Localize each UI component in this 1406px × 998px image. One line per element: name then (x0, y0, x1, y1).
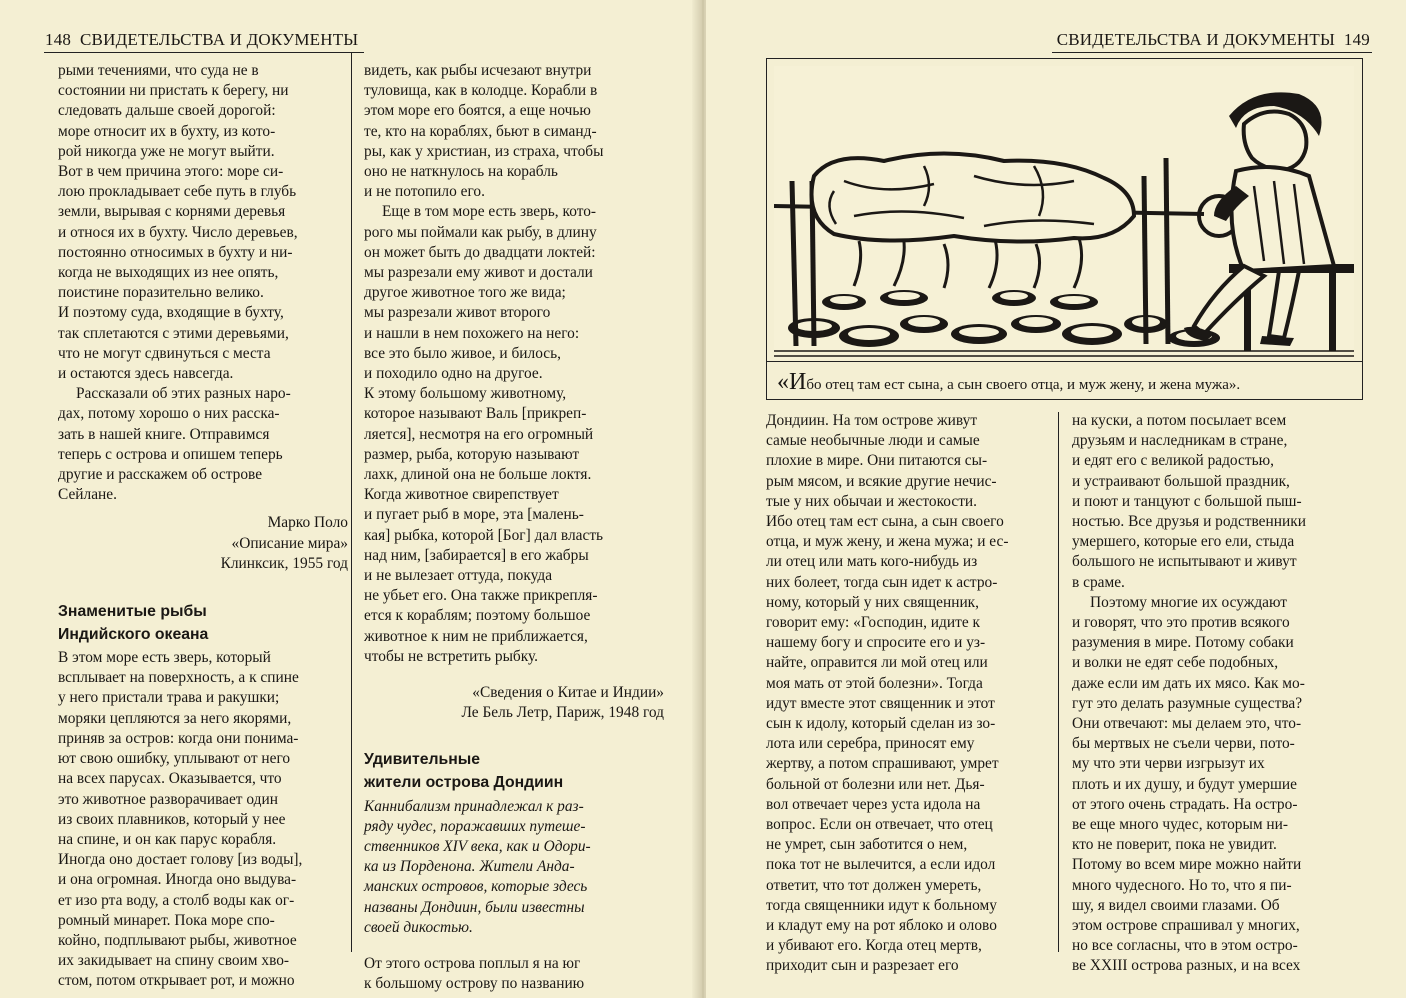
text-line: ромный минарет. Пока море спо- (58, 911, 275, 929)
caption-rule (767, 361, 1362, 362)
text-line: рыми течениями, что суда не в (58, 62, 259, 79)
header-rule-right (1052, 52, 1372, 53)
page-number-left: 148 (45, 30, 72, 49)
text-line: Еще в том море есть зверь, кото- (382, 203, 597, 221)
italic-intro (364, 797, 664, 938)
text-line: и едят его с великой радостью, (1072, 452, 1274, 470)
section-heading (364, 748, 664, 794)
text-line: не убьет его. Она также прикрепля- (364, 587, 598, 605)
text-line: следовать дальше своей дорогой: (58, 102, 276, 120)
text-line: и остаются здесь навсегда. (58, 365, 234, 383)
text-line: вол отвечает через уста идола на (766, 795, 981, 813)
text-line: и походило одно на другое. (364, 365, 543, 383)
text-line: и говорят, что это против всякого (1072, 614, 1290, 632)
text-line: лою прокладывает себе путь в глубь (58, 183, 297, 201)
text-line: их закидывает на спину своим хво- (58, 952, 290, 970)
paragraph (364, 61, 664, 202)
woodcut-illustration (774, 66, 1354, 359)
paragraph (1072, 593, 1372, 977)
text-line: которое называют Валь [прикреп- (364, 405, 587, 423)
text-line: над ним, [забирается] в его жабры (364, 546, 589, 564)
text-line: от этого очень страдать. На остро- (1072, 795, 1298, 813)
paragraph (58, 648, 348, 991)
text-line: и относя их в бухту. Число деревьев, (58, 223, 298, 241)
text-line: этом море его боятся, а еще ночью (364, 102, 591, 120)
text-line: плохие в мире. Они питаются сы- (766, 452, 988, 470)
text-line: ли отец или мать кого-нибудь из (766, 553, 978, 571)
text-line: Ибо отец там ест сына, а сын своего (766, 513, 1004, 531)
text-line: ляется], несмотря на его огромный (364, 425, 594, 443)
text-line: Индийского океана (58, 626, 209, 644)
right-page (706, 0, 1406, 998)
text-line: Вот в чем причина этого: море си- (58, 163, 284, 181)
text-line: рым мясом, и всякие другие нечис- (766, 472, 997, 490)
text-line: Удивительные (364, 750, 481, 768)
text-line: Ле Бель Летр, Париж, 1948 год (461, 704, 664, 722)
header-rule-left (44, 52, 364, 53)
text-line: идут вместе этот священник и этот (766, 694, 995, 712)
woodcut-image (774, 66, 1354, 359)
text-line: и не потопило его. (364, 183, 485, 201)
figure-caption (777, 369, 1240, 396)
text-line: дах, потому хорошо о них расска- (58, 405, 280, 423)
running-head-title-right: СВИДЕТЕЛЬСТВА И ДОКУМЕНТЫ (1056, 30, 1335, 49)
text-line: животное к ним не приближается, (364, 627, 588, 645)
left-column-1 (58, 61, 348, 992)
text-line: бы мертвых не съели черви, пото- (1072, 735, 1295, 753)
text-line: Знаменитые рыбы (58, 603, 207, 621)
text-line: на куски, а потом посылает всем (1072, 412, 1287, 429)
text-line: Марко Поло (267, 514, 348, 532)
text-line: что не могут сдвинуться с места (58, 344, 271, 362)
text-line: зать в нашей книге. Отправимся (58, 425, 270, 443)
text-line: другое животное того же вида; (364, 284, 566, 302)
text-line: но все согласны, что в этом остро- (1072, 937, 1298, 955)
text-line: этом острове спрашивал у многих, (1072, 917, 1300, 935)
text-line: туловища, как в колодце. Корабли в (364, 82, 598, 100)
text-line: ве XXIII острова разных, и на всех (1072, 957, 1301, 975)
text-line: Потому во всем мире можно найти (1072, 856, 1302, 874)
text-line: жители острова Дондиин (364, 773, 564, 791)
text-line: жертву, а потом спрашивают, умрет (766, 755, 999, 773)
text-line: всплывает на поверхность, а к спине (58, 669, 299, 687)
caption-text: бо отец там ест сына, а сын своего отца, и муж жену, и жена мужа». (806, 377, 1241, 393)
text-line: Сейлане. (58, 486, 117, 504)
text-line: Иногда оно достает голову [из воды], (58, 851, 303, 869)
text-line: размер, рыба, которую называют (364, 445, 580, 463)
illustration-frame (766, 58, 1363, 400)
text-line: манских островов, которые здесь (364, 878, 588, 896)
text-line: в сраме. (1072, 573, 1125, 591)
text-line: приняв за остров: когда они понима- (58, 729, 299, 747)
paragraph (58, 61, 348, 384)
text-line: Когда животное свирепствует (364, 486, 559, 504)
left-page (0, 0, 700, 998)
text-line: ет изо рта воду, а столб воды как ог- (58, 891, 295, 909)
text-line: приходит сын и разрезает его (766, 957, 959, 975)
text-line: ряду чудес, поражавших путеше- (364, 817, 586, 835)
text-line: и устраивают большой праздник, (1072, 472, 1290, 490)
text-line: даже если им дать их мясо. Как мо- (1072, 674, 1305, 692)
text-line: ве еще много чудес, которым ни- (1072, 816, 1289, 834)
text-line: Дондиин. На том острове живут (766, 412, 978, 429)
text-line: самые необычные люди и самые (766, 432, 980, 450)
text-line: ют свою ошибку, уплывают от него (58, 750, 291, 768)
text-line: кто не поверит, пока не увидит. (1072, 836, 1277, 854)
text-line: Клинксик, 1955 год (220, 554, 348, 572)
text-line: стом, потом открывает рот, и можно (58, 972, 295, 990)
text-line: Рассказали об этих разных наро- (76, 385, 291, 403)
text-line: и поют и танцуют с большой пыш- (1072, 492, 1302, 510)
text-line: когда не выходящих из нее опять, (58, 264, 279, 282)
paragraph (766, 411, 1056, 977)
paragraph (364, 202, 664, 667)
text-line: большого не испытывают и живут (1072, 553, 1297, 571)
text-line: пока тот не вылечится, а если идол (766, 856, 996, 874)
page-number-right: 149 (1343, 30, 1370, 49)
text-line: Они отвечают: мы делаем это, что- (1072, 715, 1302, 733)
signature-block (58, 513, 348, 574)
text-line: гут это делать разумные существа? (1072, 694, 1303, 712)
text-line: это животное разворачивает один (58, 790, 278, 808)
text-line: найте, оправится ли мой отец или (766, 654, 988, 672)
text-line: постоянно относимых в бухту и ни- (58, 243, 293, 261)
text-line: поистине поразительно велико. (58, 284, 264, 302)
text-line: вопрос. Если он отвечает, что отец (766, 816, 993, 834)
text-line: ственников XIV века, как и Одори- (364, 837, 591, 855)
text-line: много чудесного. Но то, что я пи- (1072, 876, 1292, 894)
right-column-1 (766, 411, 1056, 977)
section-heading (58, 600, 348, 646)
text-line: друзьям и наследникам в стране, (1072, 432, 1288, 450)
text-line: них болеет, тогда сын идет к астро- (766, 573, 998, 591)
text-line: и волки не едят себе подобных, (1072, 654, 1279, 672)
paragraph (58, 384, 348, 505)
text-line: плоть и их душу, и будут умершие (1072, 775, 1297, 793)
left-column-2 (364, 61, 664, 994)
text-line: не умрет, сын заботится о нем, (766, 836, 968, 854)
text-line: так сплетаются с этими деревьями, (58, 324, 289, 342)
text-line: Каннибализм принадлежал к раз- (364, 797, 584, 815)
text-line: к большому острову по названию (364, 975, 585, 993)
text-line: му что эти черви изгрызут их (1072, 755, 1265, 773)
text-line: ностью. Все друзья и родственники (1072, 513, 1306, 531)
running-head-title-left: СВИДЕТЕЛЬСТВА И ДОКУМЕНТЫ (80, 30, 359, 49)
text-line: и кладут ему на рот яблоко и олово (766, 917, 997, 935)
text-line: своей дикостью. (364, 918, 473, 936)
text-line: тые у них обычаи и жестокости. (766, 492, 978, 510)
text-line: названы Дондиин, были известны (364, 898, 585, 916)
text-line: «Описание мира» (231, 534, 348, 552)
text-line: тогда священники идут к больному (766, 896, 997, 914)
text-line: море относит их в бухту, из кото- (58, 122, 276, 140)
text-line: моряки цепляются за него якорями, (58, 709, 292, 727)
text-line: и нашли в нем похожего на него: (364, 324, 580, 342)
text-line: ответит, что тот должен умереть, (766, 876, 982, 894)
text-line: он может быть до двадцати локтей: (364, 243, 596, 261)
text-line: ка из Порденона. Жители Андa- (364, 858, 575, 876)
text-line: другие и расскажем об острове (58, 466, 263, 484)
text-line: койно, подплывают рыбы, животное (58, 931, 297, 949)
caption-initial: «И (777, 369, 807, 395)
text-line: из своих плавников, который у нее (58, 810, 286, 828)
text-line: И поэтому суда, входящие в бухту, (58, 304, 284, 322)
column-divider-left (351, 52, 352, 952)
text-line: оно не наткнулось на корабль (364, 163, 558, 181)
text-line: и она огромная. Иногда оно выдува- (58, 871, 297, 889)
paragraph (1072, 411, 1372, 593)
text-line: мы разрезали живот второго (364, 304, 551, 322)
signature-block (364, 683, 664, 723)
text-line: чтобы не встретить рыбку. (364, 647, 539, 665)
text-line: Поэтому многие их осуждают (1090, 593, 1288, 611)
text-line: ры, как у христиан, из страха, чтобы (364, 142, 604, 160)
text-line: состоянии ни пристать к берегу, ни (58, 82, 289, 100)
running-head-left (45, 30, 358, 50)
text-line: говорит ему: «Господин, идите к (766, 614, 980, 632)
text-line: шу, я видел своими глазами. Об (1072, 896, 1280, 914)
text-line: сын к идолу, который сделан из зо- (766, 715, 996, 733)
text-line: лота или серебра, приносят ему (766, 735, 975, 753)
text-line: кая] рыбка, которой [Бог] дал власть (364, 526, 604, 544)
text-line: теперь с острова и опишем теперь (58, 445, 283, 463)
text-line: От этого острова поплыл я на юг (364, 954, 581, 972)
text-line: на спине, и он как парус корабля. (58, 830, 277, 848)
text-line: те, кто на кораблях, бьют в симанд- (364, 122, 597, 140)
text-line: все это было живое, и билось, (364, 344, 561, 362)
text-line: ному, который у них священник, (766, 593, 980, 611)
text-line: на всех парусах. Оказывается, что (58, 770, 282, 788)
text-line: моя мать от этой болезни». Тогда (766, 674, 983, 692)
text-line: умершего, которые его ели, стыда (1072, 533, 1295, 551)
right-column-2 (1072, 411, 1372, 977)
text-line: земли, вырывая с корнями деревья (58, 203, 286, 221)
column-divider-right (1058, 412, 1059, 952)
text-line: лахк, длиной она не больше локтя. (364, 466, 592, 484)
text-line: у него пристали трава и ракушки; (58, 689, 280, 707)
text-line: больной от болезни или нет. Дья- (766, 775, 985, 793)
text-line: мы разрезали ему живот и достали (364, 264, 593, 282)
text-line: отца, и муж жену, и жена мужа; и ес- (766, 533, 1009, 551)
text-line: рой никогда уже не могут выйти. (58, 142, 275, 160)
text-line: видеть, как рыбы исчезают внутри (364, 62, 592, 79)
text-line: и пугает рыб в море, эта [малень- (364, 506, 584, 524)
text-line: нашему богу и спросите его и уз- (766, 634, 986, 652)
text-line: ется к кораблям; поэтому большое (364, 607, 591, 625)
paragraph (364, 954, 664, 994)
text-line: К этому большому животному, (364, 385, 567, 403)
text-line: «Сведения о Китае и Индии» (472, 684, 664, 702)
text-line: рого мы поймали как рыбу, в длину (364, 223, 597, 241)
running-head-right (1057, 30, 1370, 50)
text-line: и убивают его. Когда отец мертв, (766, 937, 982, 955)
text-line: В этом море есть зверь, который (58, 649, 271, 667)
text-line: и не вылезает оттуда, покуда (364, 567, 553, 585)
text-line: разумения в мире. Потому собаки (1072, 634, 1294, 652)
